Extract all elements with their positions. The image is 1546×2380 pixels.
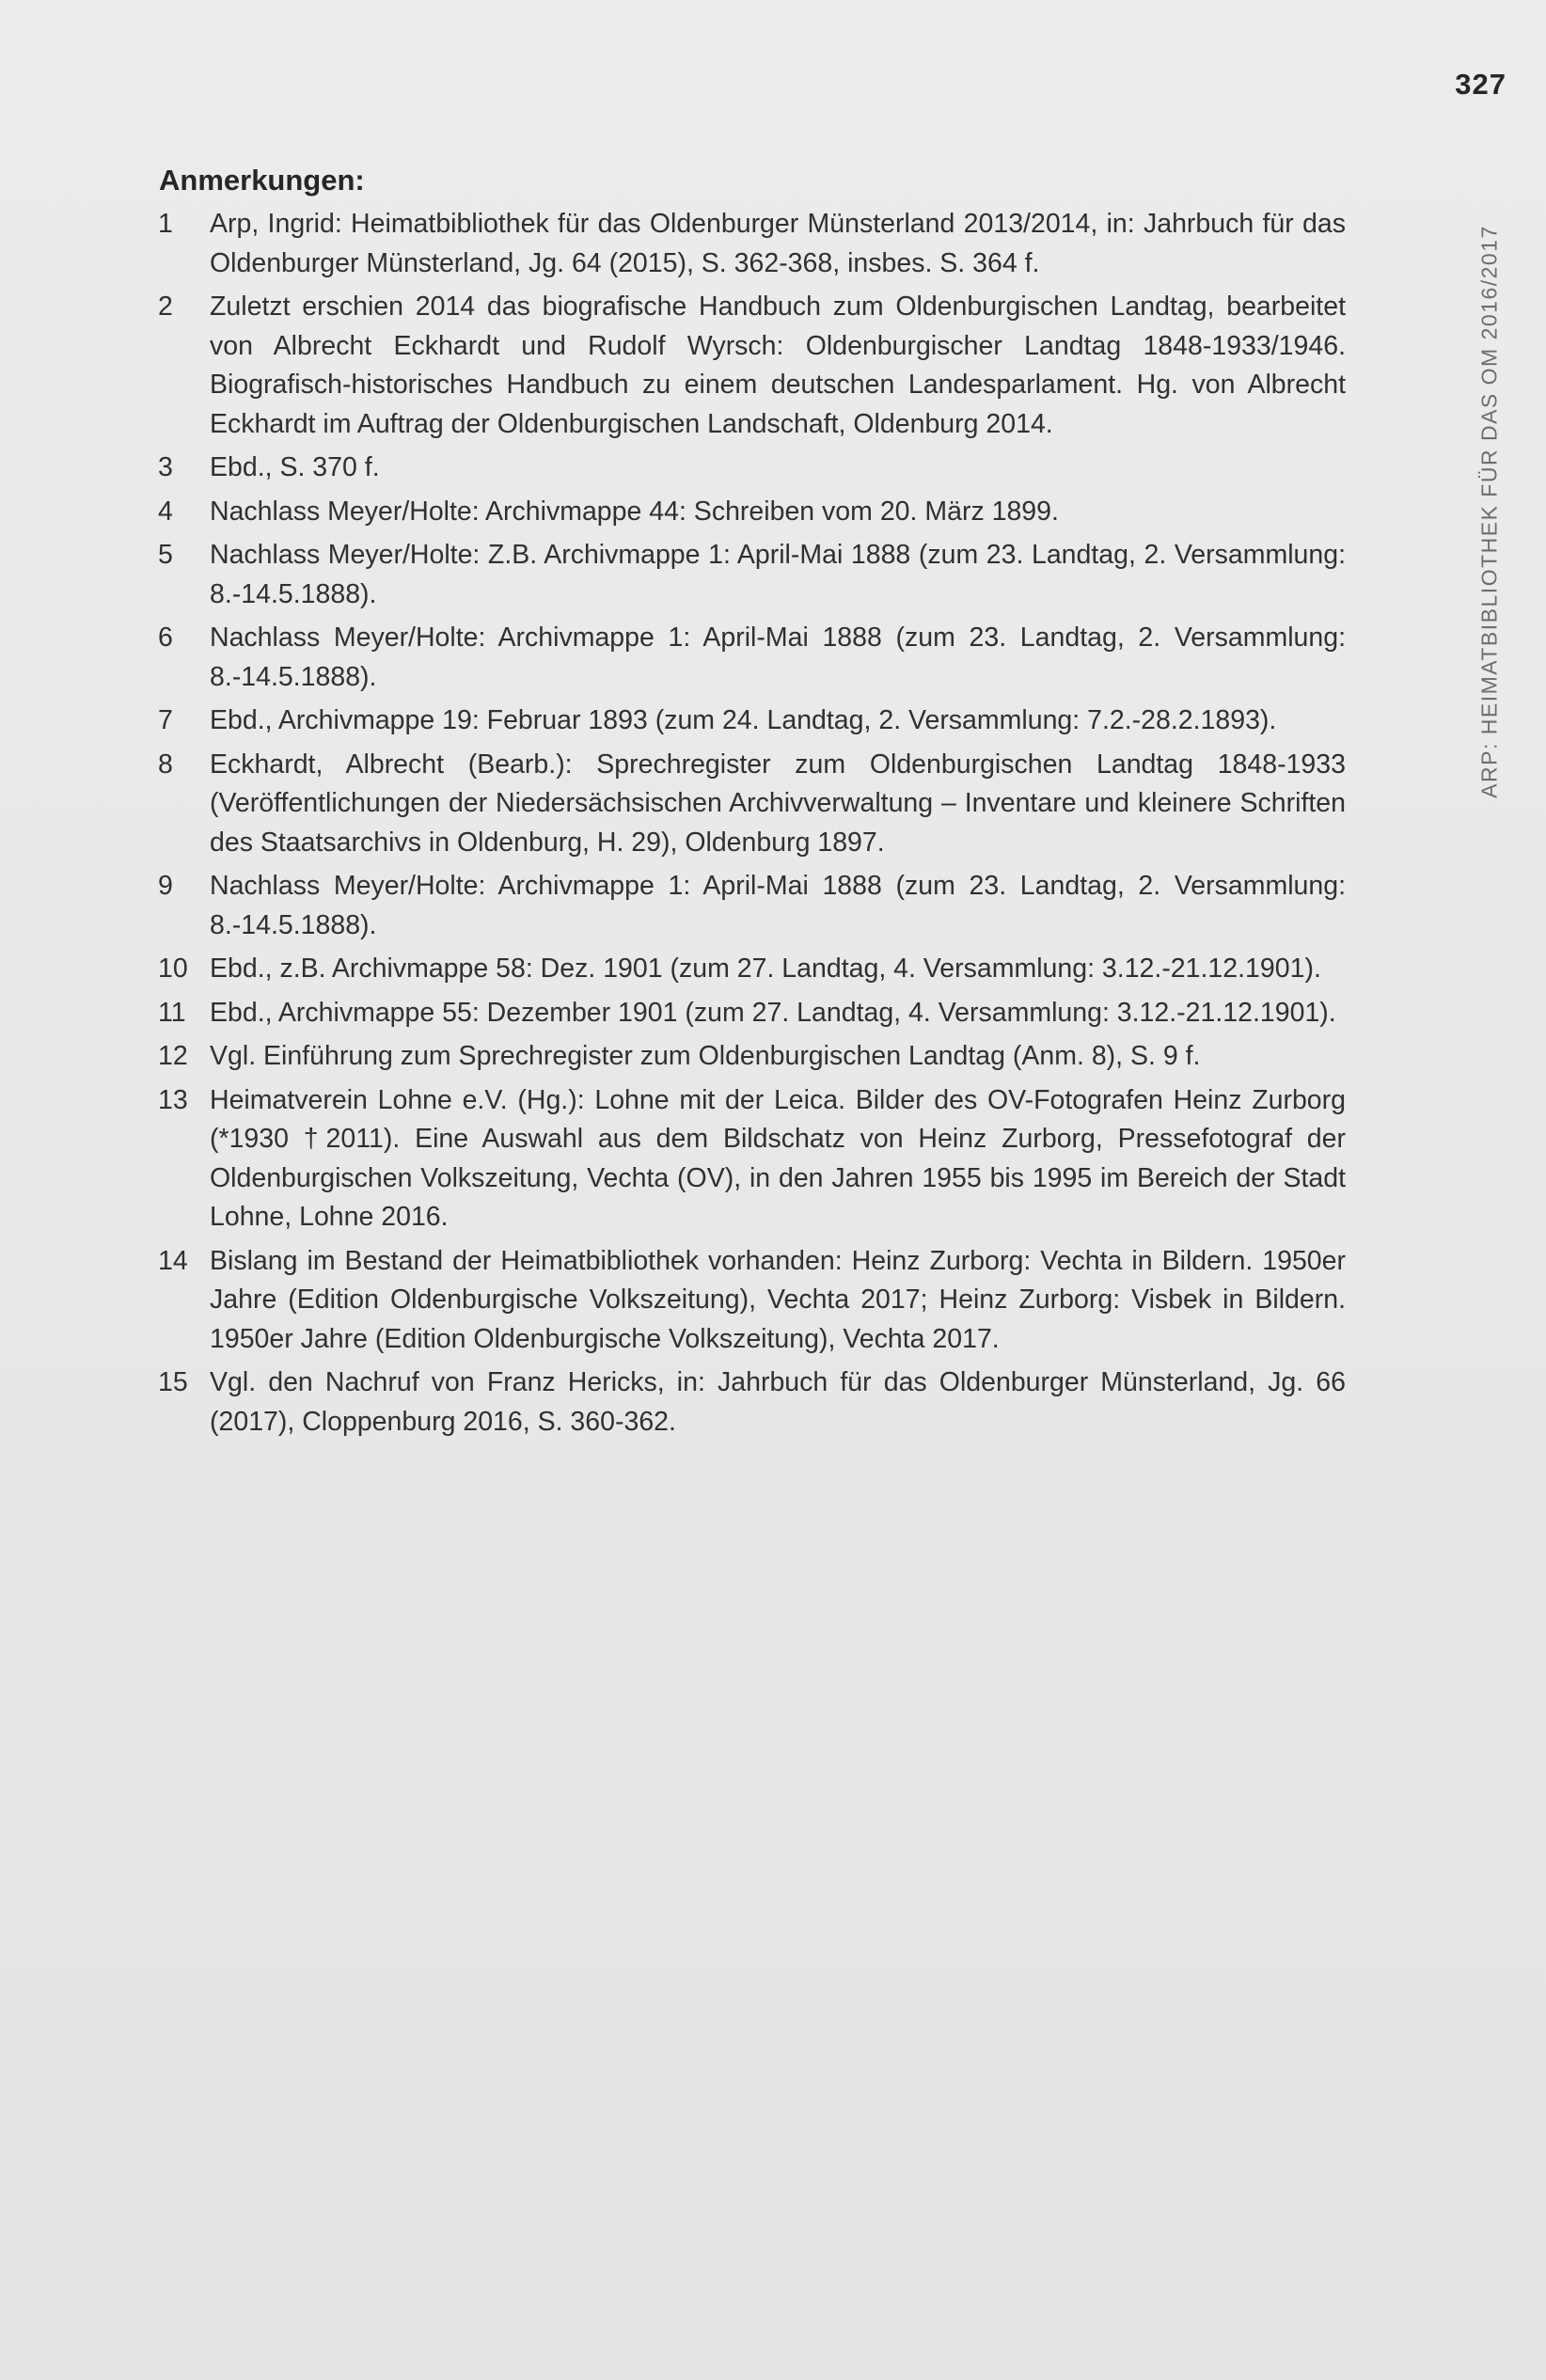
endnote-number: 12 <box>158 1041 188 1071</box>
endnote-number: 1 <box>158 209 173 239</box>
endnote-number: 8 <box>158 749 173 780</box>
endnote-text: Ebd., Archivmappe 55: Dezember 1901 (zum 27. Landtag, 4. Versammlung: 3.12.-21.12.1901). <box>210 997 1336 1028</box>
endnote <box>157 1242 1346 1360</box>
endnote <box>157 493 1346 532</box>
endnote-text: Zuletzt erschien 2014 das biografische Handbuch zum Oldenburgischen Landtag, bearbeitet von Albrecht Eckhardt und Rudolf Wyrsch: Oldenburgischer Landtag 1848-1933/1946. Biografisch-historisches Handbuch zu einem deutschen Landesparlament. Hg. von Albrecht Eckhardt im Auftrag der Oldenburgischen Landschaft, Oldenburg 2014. <box>210 292 1346 439</box>
page-number: 327 <box>1455 68 1507 101</box>
endnote-text: Nachlass Meyer/Holte: Archivmappe 1: April-Mai 1888 (zum 23. Landtag, 2. Versammlung: 8.-14.5.1888). <box>210 623 1346 692</box>
endnote-text: Ebd., Archivmappe 19: Februar 1893 (zum 24. Landtag, 2. Versammlung: 7.2.-28.2.1893). <box>210 705 1277 735</box>
endnote-number: 11 <box>158 997 186 1028</box>
endnote <box>157 536 1346 614</box>
endnote-text: Nachlass Meyer/Holte: Archivmappe 1: April-Mai 1888 (zum 23. Landtag, 2. Versammlung: 8.-14.5.1888). <box>210 871 1346 940</box>
endnote-text: Vgl. Einführung zum Sprechregister zum Oldenburgischen Landtag (Anm. 8), S. 9 f. <box>210 1041 1201 1071</box>
notes-heading: Anmerkungen: <box>159 164 365 197</box>
endnote <box>157 994 1346 1033</box>
endnote <box>157 950 1346 989</box>
endnote-text: Arp, Ingrid: Heimatbibliothek für das Oldenburger Münsterland 2013/2014, in: Jahrbuch für das Oldenburger Münsterland, Jg. 64 (2015), S. 362-368, insbes. S. 364 f. <box>210 209 1346 278</box>
endnote-number: 6 <box>158 623 173 653</box>
endnote-text: Ebd., z.B. Archivmappe 58: Dez. 1901 (zum 27. Landtag, 4. Versammlung: 3.12.-21.12.1901). <box>210 954 1321 984</box>
endnote-text: Vgl. den Nachruf von Franz Hericks, in: Jahrbuch für das Oldenburger Münsterland, Jg. 66 (2017), Cloppenburg 2016, S. 360-362. <box>210 1367 1346 1437</box>
endnote-number: 15 <box>158 1367 188 1397</box>
endnote <box>157 1037 1346 1077</box>
endnote <box>157 746 1346 863</box>
endnote-text: Eckhardt, Albrecht (Bearb.): Sprechregister zum Oldenburgischen Landtag 1848-1933 (Veröffentlichungen der Niedersächsischen Archivverwaltung – Inventare und kleinere Schriften des Staatsarchivs in Oldenburg, H. 29), Oldenburg 1897. <box>210 749 1346 858</box>
endnote-text: Nachlass Meyer/Holte: Z.B. Archivmappe 1: April-Mai 1888 (zum 23. Landtag, 2. Versammlung: 8.-14.5.1888). <box>210 540 1346 609</box>
endnote <box>157 449 1346 488</box>
endnote-number: 2 <box>158 292 173 322</box>
running-head: ARP: HEIMATBIBLIOTHEK FÜR DAS OM 2016/2017 <box>1476 225 1502 798</box>
endnote-number: 14 <box>158 1245 188 1276</box>
endnote-number: 4 <box>158 496 173 527</box>
endnote <box>157 701 1346 741</box>
endnote <box>157 1081 1346 1237</box>
endnote-text: Heimatverein Lohne e.V. (Hg.): Lohne mit der Leica. Bilder des OV-Fotografen Heinz Zurborg (*1930 †2011). Eine Auswahl aus dem Bildschatz von Heinz Zurborg, Pressefotograf der Oldenburgischen Volkszeitung, Vechta (OV), in den Jahren 1955 bis 1995 im Bereich der Stadt Lohne, Lohne 2016. <box>210 1084 1346 1232</box>
endnote <box>157 867 1346 945</box>
endnote-text: Ebd., S. 370 f. <box>210 452 380 482</box>
endnote-number: 13 <box>158 1084 188 1115</box>
endnote-number: 9 <box>158 871 173 901</box>
endnotes-section <box>157 162 1346 1446</box>
endnote-text: Bislang im Bestand der Heimatbibliothek vorhanden: Heinz Zurborg: Vechta in Bildern. 1950er Jahre (Edition Oldenburgische Volkszeitung), Vechta 2017; Heinz Zurborg: Visbek in Bildern. 1950er Jahre (Edition Oldenburgische Volkszeitung), Vechta 2017. <box>210 1245 1346 1354</box>
endnote <box>157 1363 1346 1442</box>
endnote-number: 5 <box>158 540 173 570</box>
endnote-number: 3 <box>158 452 173 482</box>
endnote <box>157 619 1346 697</box>
endnote-text: Nachlass Meyer/Holte: Archivmappe 44: Schreiben vom 20. März 1899. <box>210 496 1059 527</box>
endnote <box>157 288 1346 444</box>
endnote-number: 10 <box>158 954 188 984</box>
endnote <box>157 205 1346 283</box>
endnote-number: 7 <box>158 705 173 735</box>
